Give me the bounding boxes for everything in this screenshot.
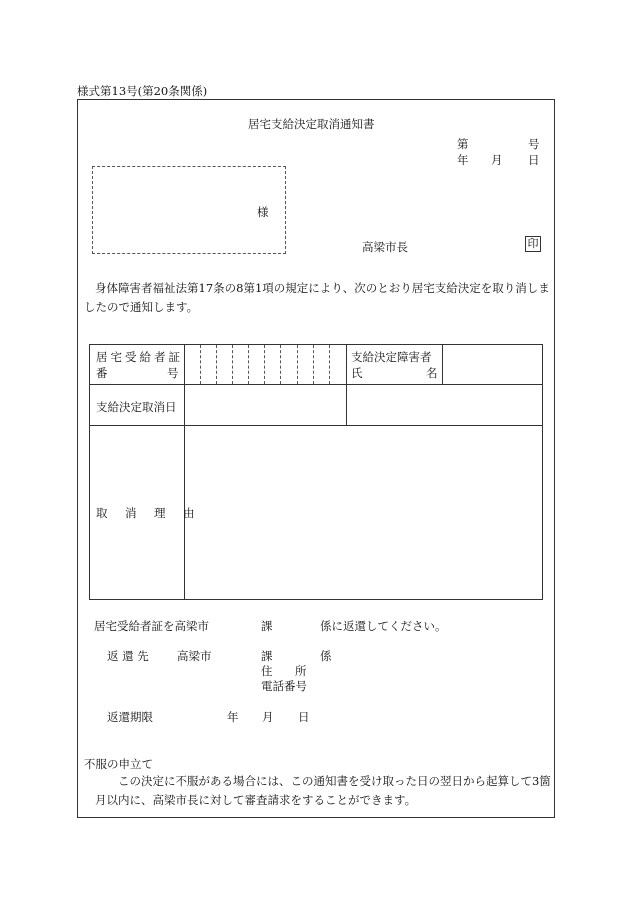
date-day: 日: [528, 153, 540, 167]
return-instruction-b: 係に返還してください。: [320, 619, 447, 633]
return-destination-label: 返 還 先: [107, 649, 149, 663]
digit-divider: [248, 345, 249, 384]
recipient-name-label-shi: 氏: [351, 366, 363, 380]
appeal-heading: 不服の申立て: [84, 757, 153, 771]
cert-number-label-go: 号: [167, 366, 179, 380]
return-destination-city: 高梁市: [177, 649, 212, 663]
digit-divider: [232, 345, 233, 384]
cancel-date-label: 支給決定取消日: [96, 400, 177, 414]
digit-divider: [297, 345, 298, 384]
cert-number-label-ban: 番: [96, 366, 108, 380]
date-year: 年: [457, 153, 469, 167]
form-number: 様式第13号(第20条関係): [77, 84, 208, 98]
document-title: 居宅支給決定取消通知書: [248, 117, 375, 131]
return-destination-ka: 課: [261, 649, 273, 663]
return-instruction-ka: 課: [261, 619, 273, 633]
return-phone-label: 電話番号: [261, 679, 307, 693]
return-address-sho: 所: [295, 664, 307, 678]
digit-divider: [200, 345, 201, 384]
recipient-name-label: 支給決定障害者: [351, 350, 432, 364]
digit-divider: [280, 345, 281, 384]
date-month: 月: [491, 153, 503, 167]
cancellation-table: [89, 344, 543, 600]
return-deadline-day: 日: [298, 710, 310, 724]
doc-number-dai: 第: [457, 137, 469, 151]
digit-divider: [329, 345, 330, 384]
doc-number-go: 号: [528, 137, 540, 151]
return-destination-kakari: 係: [320, 649, 332, 663]
cancel-reason-label: 取 消 理 由: [96, 506, 198, 520]
intro-paragraph: 身体障害者福祉法第17条の8第1項の規定により、次のとおり居宅支給決定を取り消しましたので通知します。: [84, 281, 550, 314]
return-deadline-month: 月: [262, 710, 274, 724]
return-address-ju: 住: [261, 664, 273, 678]
return-deadline-year: 年: [227, 710, 239, 724]
return-instruction-a: 居宅受給者証を高梁市: [94, 619, 209, 633]
addressee-suffix: 様: [257, 205, 269, 219]
appeal-text: この決定に不服がある場合には、この通知書を受け取った日の翌日から起算して3箇月以内に、高梁市長に対して審査請求をすることができます。: [95, 774, 551, 807]
recipient-name-label-mei: 名: [426, 366, 438, 380]
seal-mark: 印: [525, 236, 541, 252]
digit-divider: [264, 345, 265, 384]
digit-divider: [216, 345, 217, 384]
return-deadline-label: 返還期限: [107, 710, 153, 724]
issuer-name: 高梁市長: [362, 240, 408, 254]
digit-divider: [313, 345, 314, 384]
cert-number-label: 居宅受給者証: [96, 350, 183, 364]
